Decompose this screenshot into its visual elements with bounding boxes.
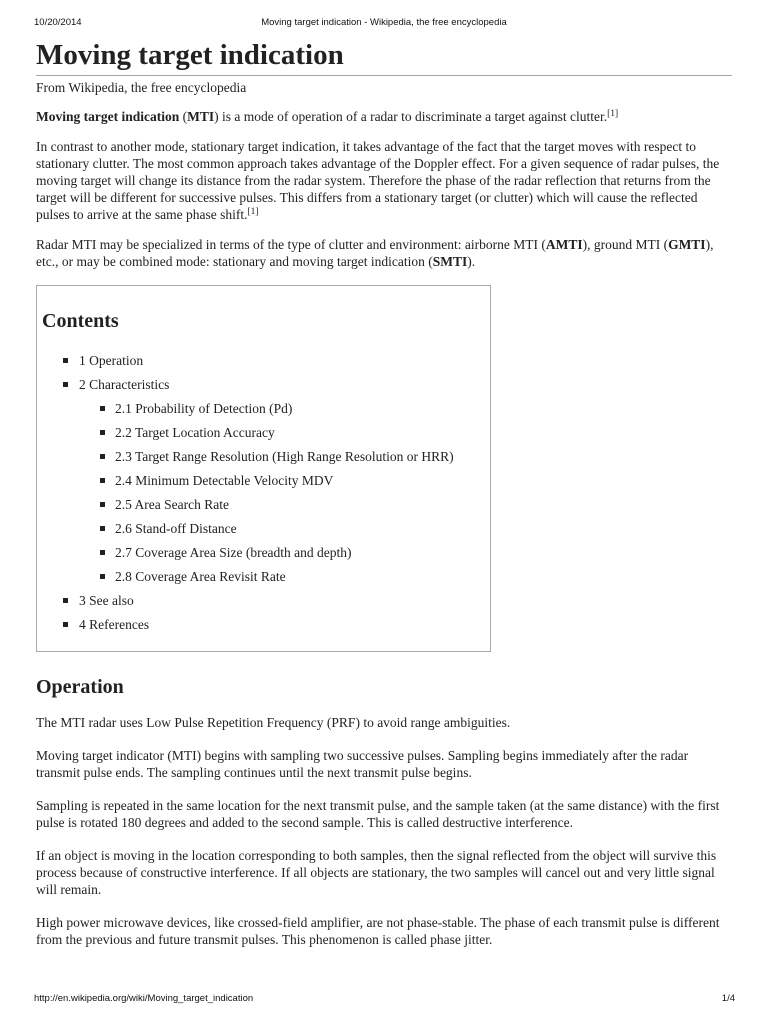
- toc-sublist: [79, 400, 490, 585]
- toc-item-stand-off-distance[interactable]: 2.6 Stand-off Distance: [79, 520, 490, 537]
- operation-paragraph: Sampling is repeated in the same location for the next transmit pulse, and the sample taken (at the same distance) with the first pulse is rotated 180 degrees and added to the second sample. This is called destructive interference.: [36, 798, 720, 830]
- term-bold: Moving target indication: [36, 109, 180, 124]
- toc-item-area-search-rate[interactable]: 2.5 Area Search Rate: [79, 496, 490, 513]
- reference-link[interactable]: [1]: [247, 207, 259, 217]
- toc-item-see-also[interactable]: 3 See also: [42, 592, 490, 609]
- toc-item-coverage-area-revisit-rate[interactable]: 2.8 Coverage Area Revisit Rate: [79, 568, 490, 585]
- site-tagline: From Wikipedia, the free encyclopedia: [36, 80, 247, 95]
- intro-paragraph: Moving target indication (MTI) is a mode of operation of a radar to discriminate a target against clutter.[1]: [36, 109, 619, 124]
- bullet-icon: [100, 406, 105, 411]
- bullet-icon: [100, 478, 105, 483]
- bullet-icon: [63, 598, 68, 603]
- bullet-icon: [100, 574, 105, 579]
- specialization-paragraph: Radar MTI may be specialized in terms of the type of clutter and environment: airborne MTI (AMTI), ground MTI (GMTI), etc., or may be combined mode: stationary and moving target indication (SMTI).: [36, 237, 714, 269]
- article: [36, 36, 732, 948]
- toc-list: [42, 352, 490, 633]
- toc-title: Contents: [42, 310, 119, 332]
- toc-item-operation[interactable]: 1 Operation: [42, 352, 490, 369]
- toc-item-target-range-resolution[interactable]: 2.3 Target Range Resolution (High Range Resolution or HRR): [79, 448, 490, 465]
- table-of-contents: [36, 285, 491, 652]
- bullet-icon: [100, 550, 105, 555]
- operation-paragraph: The MTI radar uses Low Pulse Repetition Frequency (PRF) to avoid range ambiguities.: [36, 715, 511, 730]
- toc-item-probability-of-detection[interactable]: 2.1 Probability of Detection (Pd): [79, 400, 490, 417]
- operation-paragraph: Moving target indicator (MTI) begins with sampling two successive pulses. Sampling begins immediately after the radar transmit pulse ends. The sampling continues until the next transmit pulse begins.: [36, 748, 689, 780]
- toc-item-minimum-detectable-velocity[interactable]: 2.4 Minimum Detectable Velocity MDV: [79, 472, 490, 489]
- bullet-icon: [63, 622, 68, 627]
- print-url[interactable]: http://en.wikipedia.org/wiki/Moving_target_indication: [34, 993, 254, 1004]
- bullet-icon: [100, 454, 105, 459]
- bullet-icon: [63, 358, 68, 363]
- print-date: 10/20/2014: [34, 17, 82, 28]
- bullet-icon: [100, 526, 105, 531]
- bullet-icon: [100, 502, 105, 507]
- acronym-bold: MTI: [187, 109, 215, 124]
- reference-link[interactable]: [1]: [607, 109, 619, 119]
- toc-item-target-location-accuracy[interactable]: 2.2 Target Location Accuracy: [79, 424, 490, 441]
- doppler-paragraph: In contrast to another mode, stationary target indication, it takes advantage of the fact that the target moves with respect to stationary clutter. The most common approach takes advantage of the Doppler effect. For a given sequence of radar pulses, the moving target will change its distance from the radar system. Therefore the phase of the radar reflection that returns from the target will be different for successive pulses. This differs from a stationary target (or clutter) which will cause the reflected pulses to arrive at the same phase shift.[1]: [36, 139, 720, 222]
- toc-item-coverage-area-size[interactable]: 2.7 Coverage Area Size (breadth and depth): [79, 544, 490, 561]
- operation-paragraph: If an object is moving in the location corresponding to both samples, then the signal reflected from the object will survive this process because of constructive interference. If all objects are stationary, the two samples will cancel out and very little signal will remain.: [36, 848, 717, 897]
- print-title: Moving target indication - Wikipedia, the free encyclopedia: [261, 17, 507, 28]
- page-title: Moving target indication: [36, 36, 732, 76]
- bullet-icon: [100, 430, 105, 435]
- toc-item-references[interactable]: 4 References: [42, 616, 490, 633]
- toc-item-characteristics[interactable]: 2 Characteristics 2.1 Probability of Detection (Pd) 2.2 Target Location Accuracy 2.3 Target Range Resolution (High Range Resolution or HRR) 2.4 Minimum Detectable Velocity MDV 2.5 Area Search Rate 2.6 Stand-off Distance 2.7 Coverage Area Size (breadth and depth) 2.8 Coverage Area Revisit Rate: [42, 376, 490, 585]
- section-heading-operation: Operation: [36, 676, 124, 698]
- operation-paragraph: High power microwave devices, like crossed-field amplifier, are not phase-stable. The phase of each transmit pulse is different from the previous and future transmit pulses. This phenomenon is called phase jitter.: [36, 915, 720, 947]
- print-page-number: 1/4: [721, 993, 735, 1004]
- bullet-icon: [63, 382, 68, 387]
